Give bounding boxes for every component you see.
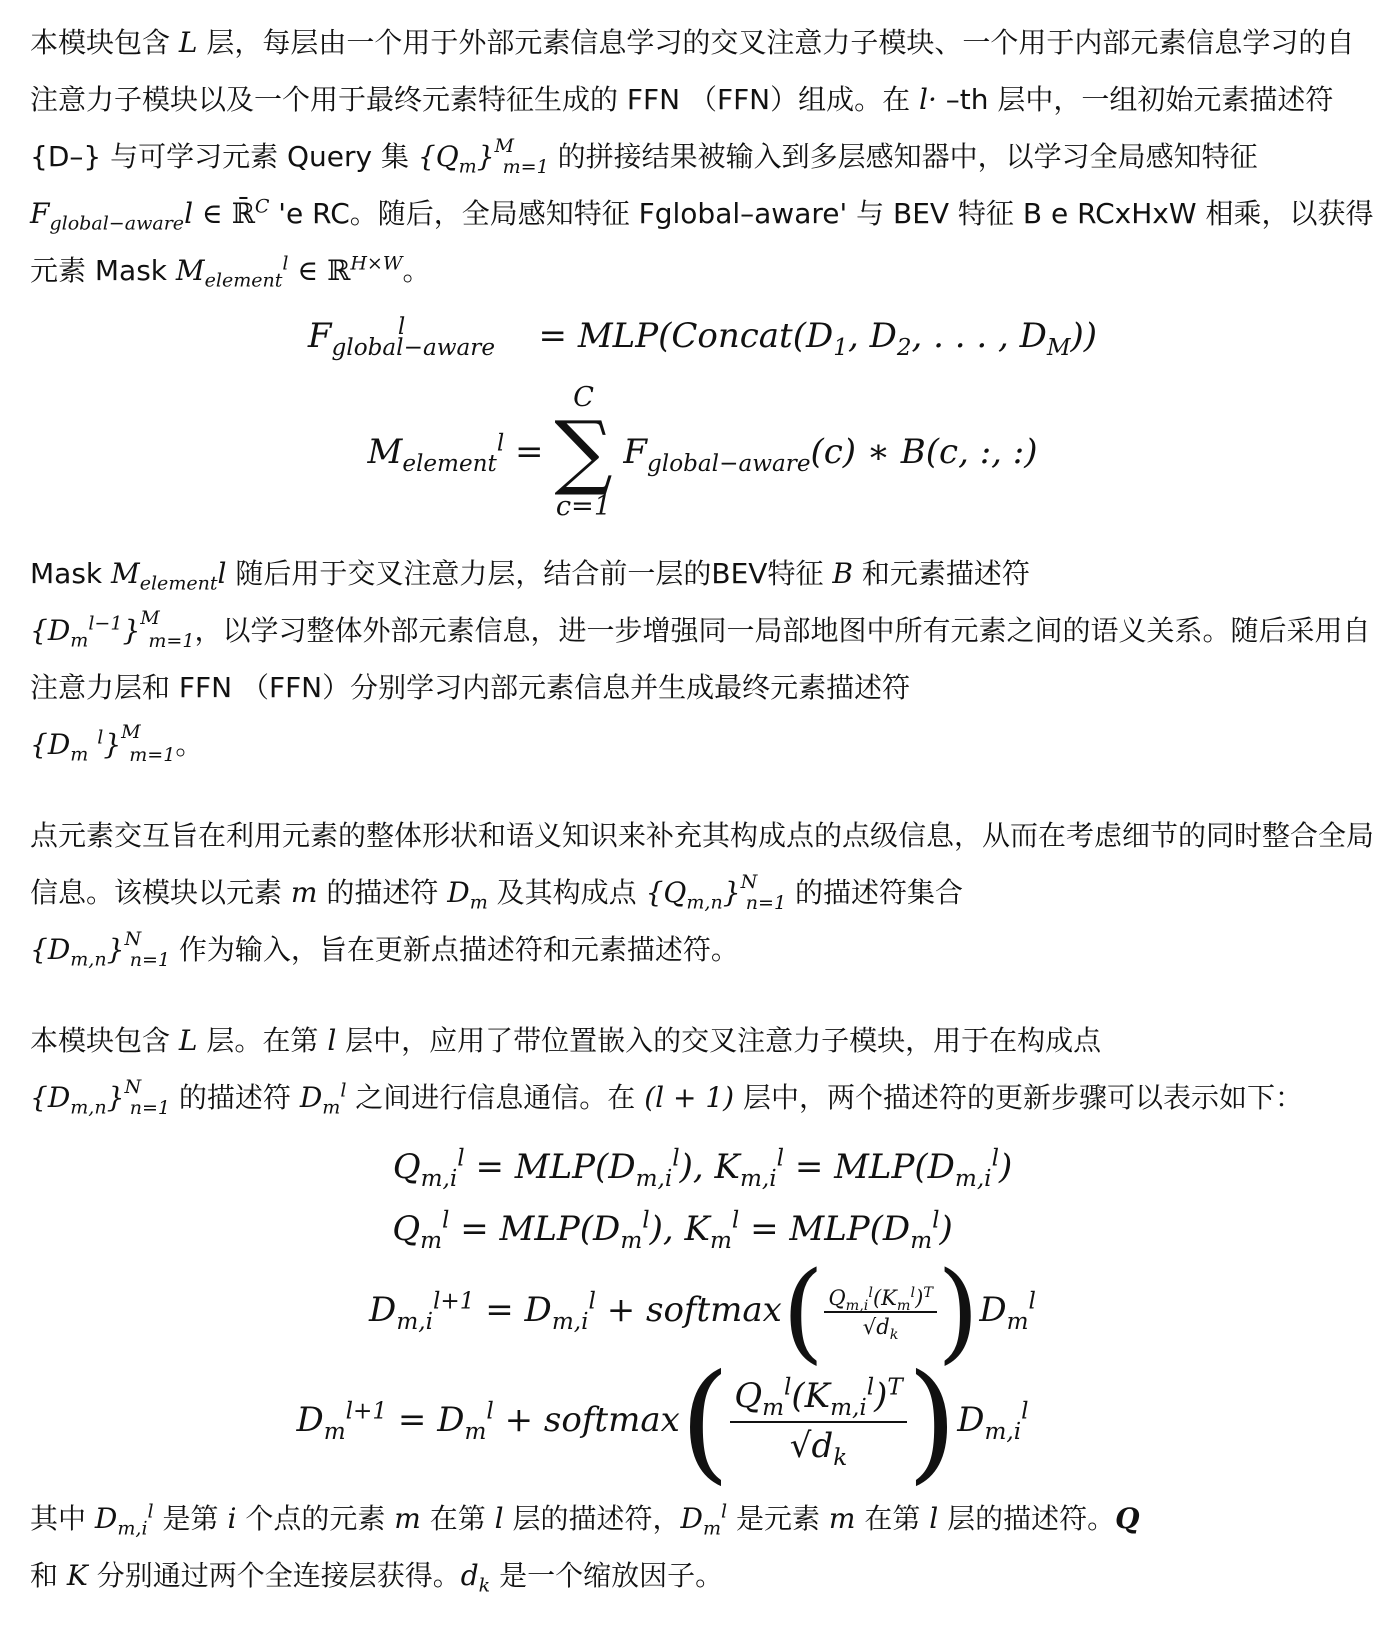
text: 层，每层由一个用于外部元素信息学习的交叉注意力子模块、一个用于内部元素信息学习的自注意力子模块以及一个用于最终元素特征生成的 FFN （FFN）组成。在 — [30, 26, 1355, 116]
math-Dmn-set-2: $\{D_{m,n}\}^N_{n=1}$ — [30, 1075, 170, 1119]
math-M-element: $M_{element}^l$ ∈ ℝ$^{H\times W}$ — [175, 252, 403, 292]
text: 本模块包含 — [30, 26, 179, 59]
equation-Q-K-element: $Q_m^l = MLP(D_m^l)$, $K_m^l = MLP(D_m^l)$ — [392, 1207, 953, 1255]
paragraph-1 — [30, 14, 1375, 299]
equation-block-2 — [30, 1136, 1375, 1497]
equation-D-point-update: $D_{m,i}^{l+1} = D_{m,i}^l$ + softmax( $\frac{Q_{m,i}^l(K_m^l)^T}{√d_k}$ )$D_m^l$ — [369, 1248, 1036, 1375]
math-D-set: {$D_m$ $^l$}$^M_{m=1}$ — [30, 720, 176, 766]
paragraph-4: 本模块包含 L 层。在第 l 层中，应用了带位置嵌入的交叉注意力子模块，用于在构成点 $\{D_{m,n}\}^N_{n=1}$ 的描述符 $D_m^l$ 之间进行信息通信。在 (l + 1) 层中，两个描述符的更新步骤可以表示如下： — [30, 1024, 1304, 1119]
math-Dmn-set: $\{D_{m,n}\}^N_{n=1}$ — [30, 927, 170, 971]
math-query-set: $\{Q_m\}^M_{m=1}$ — [417, 134, 549, 178]
text: –th 层中，一组初始元素描述符 {D–} 与可学习元素 Query 集 — [30, 83, 1334, 173]
paragraph-3: 点元素交互旨在利用元素的整体形状和语义知识来补充其构成点的点级信息，从而在考虑细节的同时整合全局信息。该模块以元素 m 的描述符 $D_m$ 及其构成点 $\{Q_{m,n}\}^N_{n=1}$ 的描述符集合 $\{D_{m,n}\}^N_{n=1}$ 作为输入，旨在更新点描述符和元素描述符。 — [30, 819, 1375, 971]
text: 'e RC。随后，全局感知特征 Fglobal–aware' 与 BEV 特征 B e RCxHxW 相乘，以获得元素 Mask — [30, 197, 1374, 287]
math-F-global-aware: $F_{global-aware}l$ ∈ ℝ̄$^C$ — [30, 195, 270, 235]
text: 。 — [402, 254, 431, 287]
paragraph-2: Mask $M_{element}l$ 随后用于交叉注意力层，结合前一层的BEV特征 B 和元素描述符 $\{D_m^{l-1}\}^M_{m=1}$，以学习整体外部元素信息，进一步增强同一局部地图中所有元素之间的语义关系。随后采用自注意力层和 FFN （FFN）分别学习内部元素信息并生成最终元素描述符 {$D_m$ $^l$}$^M_{m=1}$。 — [30, 557, 1371, 766]
paragraph-5: 其中 $D_{m,i}^l$ 是第 i 个点的元素 m 在第 l 层的描述符，$D_m^l$ 是元素 m 在第 l 层的描述符。Q 和 K 分别通过两个全连接层获得。$d_k$ 是一个缩放因子。 — [30, 1500, 1140, 1597]
math-Q-set: $\{Q_{m,n}\}^N_{n=1}$ — [645, 870, 787, 914]
math-l: l· — [919, 83, 937, 116]
equation-block-1 — [30, 305, 1375, 537]
math-D-prev-set: $\{D_m^{l-1}\}^M_{m=1}$ — [30, 606, 195, 652]
equation-D-element-update: $D_m^{l+1} = D_m^l$ + softmax( $\frac{Q_m^l(K_{m,i}^l)^T}{√d_k}$ )$D_{m,i}^l$ — [296, 1347, 1029, 1497]
math-L: L — [178, 26, 198, 59]
equation-F-global: $F_{global-aware}^l$ = $MLP(Concat(D_1$, $D_2$, . . . , $D_M$)) — [307, 314, 1098, 362]
equation-M-element: $M_{element}^l$ = C ∑ c=1 $F_{global-aware}(c)$ ∗ B(c, :, :) — [367, 382, 1038, 522]
math-M-element-l: $M_{element}l$ — [111, 557, 227, 595]
text: 的拼接结果被输入到多层感知器中，以学习全局感知特征 — [548, 140, 1258, 173]
equation-Q-K-point: $Q_{m,i}^l = MLP(D_{m,i}^l)$, $K_{m,i}^l = MLP(D_{m,i}^l)$ — [392, 1145, 1013, 1193]
document-page — [30, 14, 1375, 1604]
sum-operator: C ∑ c=1 — [554, 382, 613, 522]
